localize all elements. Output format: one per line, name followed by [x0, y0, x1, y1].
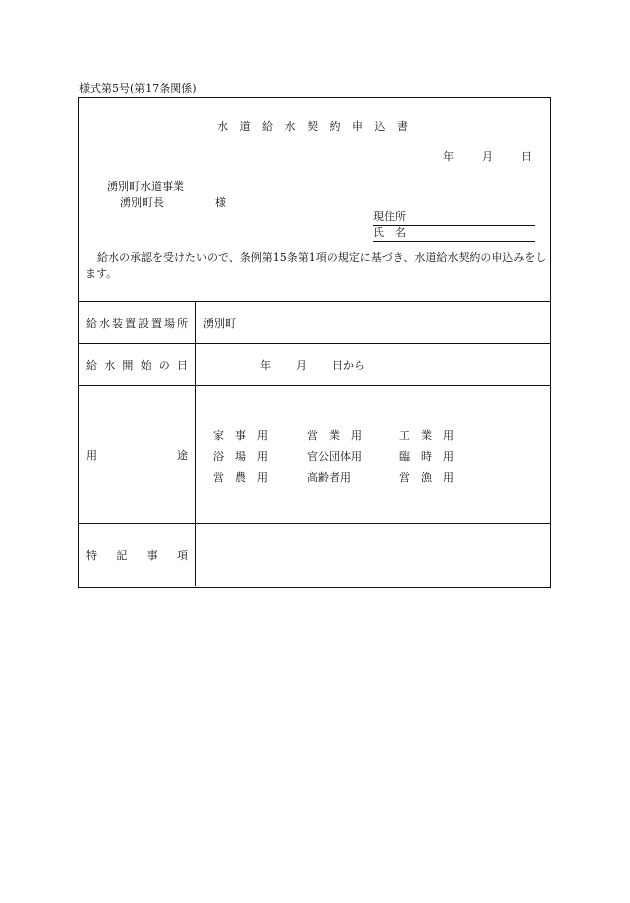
form-title: 水 道 給 水 契 約 申 込 書 [217, 120, 412, 133]
special-notes-label [79, 524, 196, 586]
date-month-label: 月 [482, 150, 493, 163]
label-char: 特 [86, 549, 97, 562]
row-installation-location [79, 302, 550, 344]
installation-location-label-text [79, 315, 195, 331]
installation-location-value: 湧別町 [203, 316, 236, 330]
label-char: 水 [99, 316, 110, 330]
row-special-notes [79, 524, 550, 586]
installation-location-field[interactable] [196, 302, 550, 343]
addressee-organization: 湧別町水道事業 [107, 180, 184, 193]
label-char: 水 [104, 358, 116, 372]
special-notes-label-text [79, 547, 195, 563]
start-year-label: 年 [260, 358, 271, 372]
label-char: 給 [86, 358, 97, 372]
date-year-label: 年 [443, 150, 454, 163]
supply-start-date-label-text [79, 357, 195, 373]
application-statement: 給水の承認を受けたいので、条例第15条第1項の規定に基づき、水道給水契約の申込みをします。 [85, 251, 547, 280]
special-notes-field[interactable] [196, 524, 550, 586]
applicant-name-label: 氏 名 [373, 226, 406, 239]
usage-options [196, 386, 550, 523]
label-char: 途 [177, 448, 188, 462]
supply-start-date-field[interactable] [196, 344, 550, 385]
applicant-name-field[interactable] [373, 224, 535, 242]
label-char: 日 [176, 358, 188, 372]
usage-option-elderly[interactable]: 高齢者用 [307, 471, 351, 484]
label-char: 場 [164, 316, 175, 330]
date-line [443, 148, 532, 164]
start-day-label: 日から [332, 358, 365, 372]
start-month-label: 月 [296, 358, 307, 372]
form-caption: 様式第5号(第17条関係) [79, 82, 197, 95]
date-day-label: 日 [521, 150, 532, 163]
label-char: 項 [176, 549, 188, 562]
addressee-honorific: 様 [215, 196, 226, 209]
label-char: 給 [86, 316, 97, 330]
addressee-title: 湧別町長 [120, 196, 164, 209]
label-char: 開 [122, 358, 134, 372]
label-char: の [158, 358, 170, 372]
installation-location-label [79, 302, 196, 343]
label-char: 所 [177, 316, 188, 330]
row-supply-start-date [79, 344, 550, 386]
application-form [78, 97, 551, 588]
applicant-address-label: 現住所 [373, 210, 406, 223]
usage-option-business[interactable]: 営 業 用 [307, 429, 362, 442]
row-usage [79, 386, 550, 524]
label-char: 設 [138, 316, 149, 330]
usage-option-bathhouse[interactable]: 浴 場 用 [213, 450, 268, 463]
label-char: 用 [86, 448, 97, 462]
label-char: 始 [140, 358, 152, 372]
usage-option-public-body[interactable]: 官公団体用 [307, 450, 362, 463]
usage-label-text [79, 447, 195, 463]
usage-option-temporary[interactable]: 臨 時 用 [399, 450, 454, 463]
usage-option-fishery[interactable]: 営 漁 用 [399, 471, 454, 484]
usage-option-farming[interactable]: 営 農 用 [213, 471, 268, 484]
usage-option-household[interactable]: 家 事 用 [213, 429, 268, 442]
usage-label [79, 386, 196, 523]
label-char: 置 [125, 316, 136, 330]
label-char: 記 [116, 549, 128, 562]
label-char: 装 [112, 316, 123, 330]
form-header [79, 98, 550, 302]
label-char: 事 [146, 549, 158, 562]
usage-option-grid [213, 427, 479, 485]
label-char: 置 [151, 316, 162, 330]
usage-option-industrial[interactable]: 工 業 用 [399, 429, 454, 442]
supply-start-date-label [79, 344, 196, 385]
